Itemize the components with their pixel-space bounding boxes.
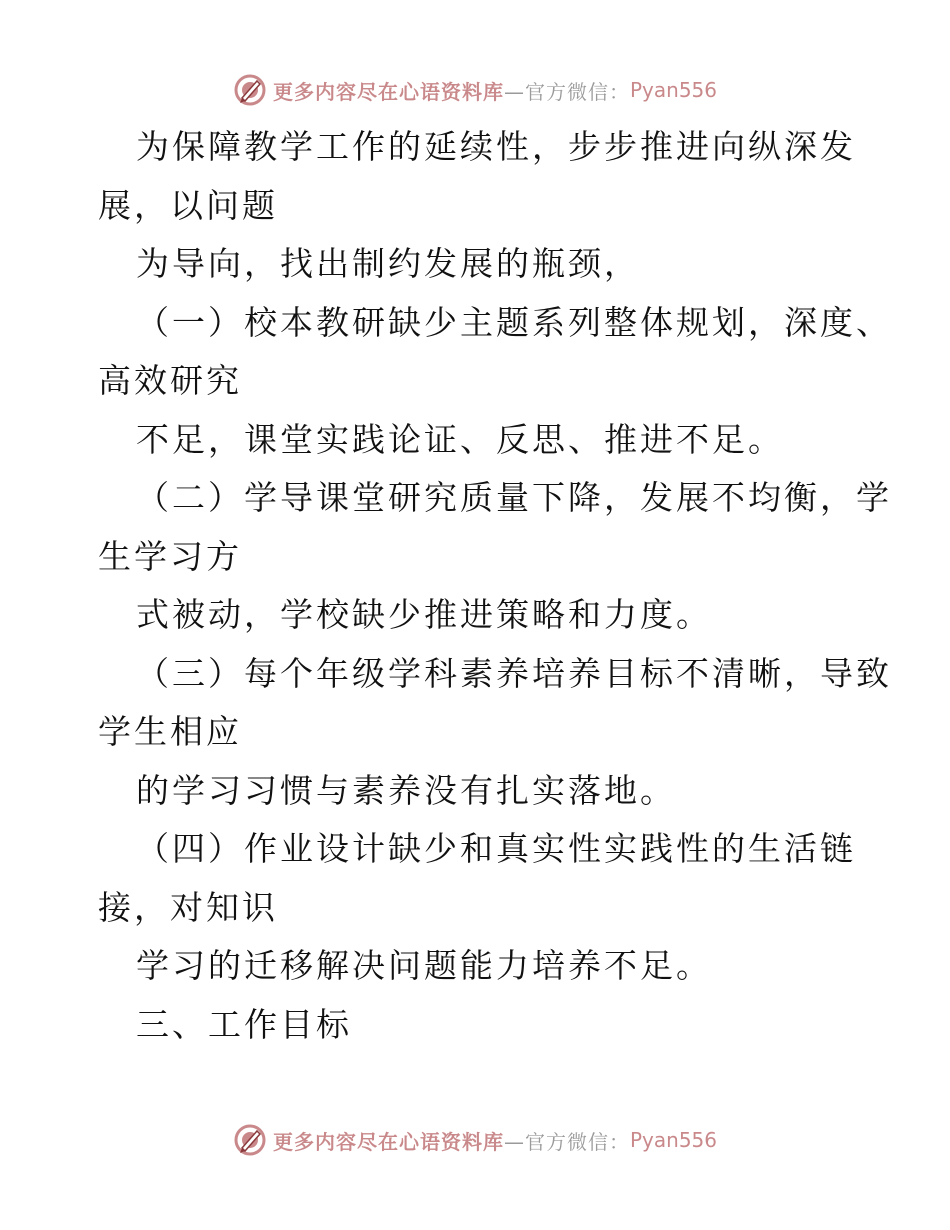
body-line: 展，以问题 (98, 185, 278, 225)
watermark-separator-text: —官方微信： (503, 79, 630, 104)
body-line: 不足，课堂实践论证、反思、推进不足。 (136, 419, 784, 459)
body-line: （三）每个年级学科素养培养目标不清晰，导致 (136, 653, 892, 693)
body-line: （一）校本教研缺少主题系列整体规划，深度、 (136, 302, 892, 342)
body-line: 高效研究 (98, 361, 242, 400)
logo-pen-icon (233, 1123, 267, 1157)
body-line: 生学习方 (98, 536, 242, 576)
watermark-main-text: 更多内容尽在心语资料库 (272, 1129, 504, 1154)
watermark-wechat-id: Pyan556 (629, 1128, 717, 1152)
body-line: 接，对知识 (98, 887, 278, 927)
footer-watermark (0, 1120, 950, 1160)
section-heading: 三、工作目标 (136, 1004, 352, 1044)
body-line: 学生相应 (98, 712, 242, 751)
watermark-wechat-id: Pyan556 (629, 78, 717, 102)
watermark-separator-text: —官方微信： (503, 1129, 630, 1154)
body-line: （二）学导课堂研究质量下降，发展不均衡，学 (136, 478, 892, 517)
watermark-main-text: 更多内容尽在心语资料库 (272, 79, 504, 104)
logo-pen-icon (233, 73, 267, 107)
body-line: 的学习习惯与素养没有扎实落地。 (136, 770, 676, 810)
document-body (98, 118, 892, 1054)
body-line: （四）作业设计缺少和真实性实践性的生活链 (136, 829, 856, 868)
body-line: 式被动，学校缺少推进策略和力度。 (136, 595, 712, 634)
body-line: 为保障教学工作的延续性，步步推进向纵深发 (136, 127, 856, 166)
body-line: 学习的迁移解决问题能力培养不足。 (136, 946, 712, 985)
header-watermark (0, 70, 950, 110)
body-line: 为导向，找出制约发展的瓶颈， (136, 244, 640, 283)
